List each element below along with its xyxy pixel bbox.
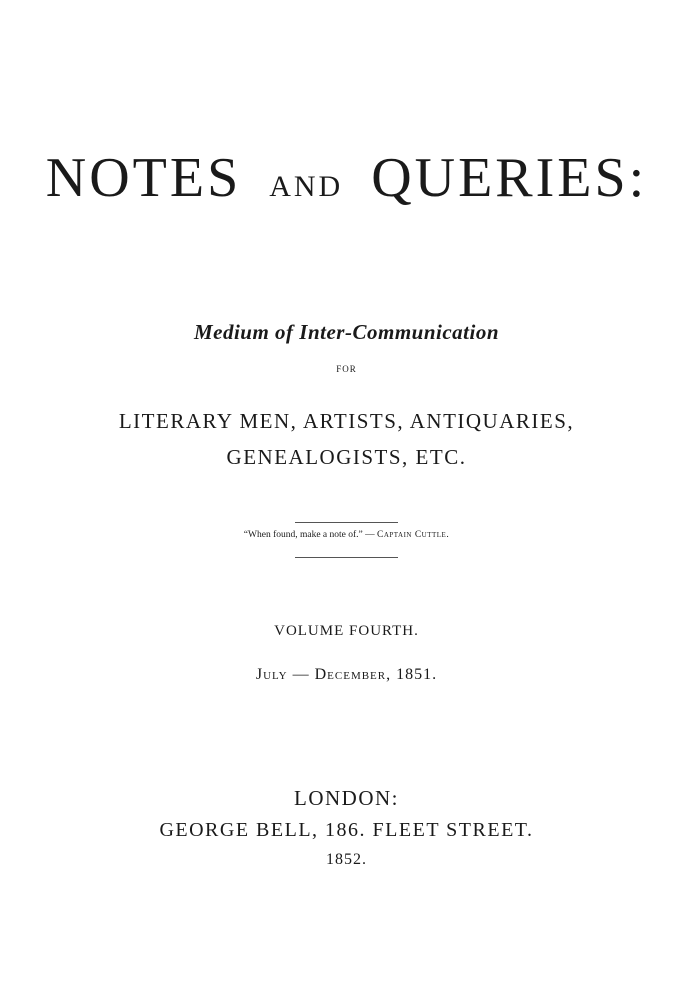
date-range: July — December, 1851. [255,666,438,683]
subtitle: Medium of Inter-Communication [193,320,500,344]
for-word: FOR [336,364,357,374]
journal-title [0,142,693,223]
motto-rule-bottom [295,557,398,558]
imprint-publisher: GEORGE BELL, 186. FLEET STREET. [159,819,534,841]
title-word-notes: NOTES [45,147,242,209]
title-word-and: AND [269,170,344,203]
audience-line-1: LITERARY MEN, ARTISTS, ANTIQUARIES, [118,409,575,433]
motto-attribution: Captain Cuttle. [377,530,450,540]
title-word-queries: QUERIES: [371,147,648,209]
audience-line-2: GENEALOGISTS, ETC. [226,445,467,469]
volume-label: VOLUME FOURTH. [274,623,419,639]
imprint-place: LONDON: [294,786,399,810]
motto-quote: “When found, make a note of.” — [243,530,375,540]
motto [0,528,693,542]
imprint-year: 1852. [326,851,367,868]
motto-rule-top [295,522,398,523]
